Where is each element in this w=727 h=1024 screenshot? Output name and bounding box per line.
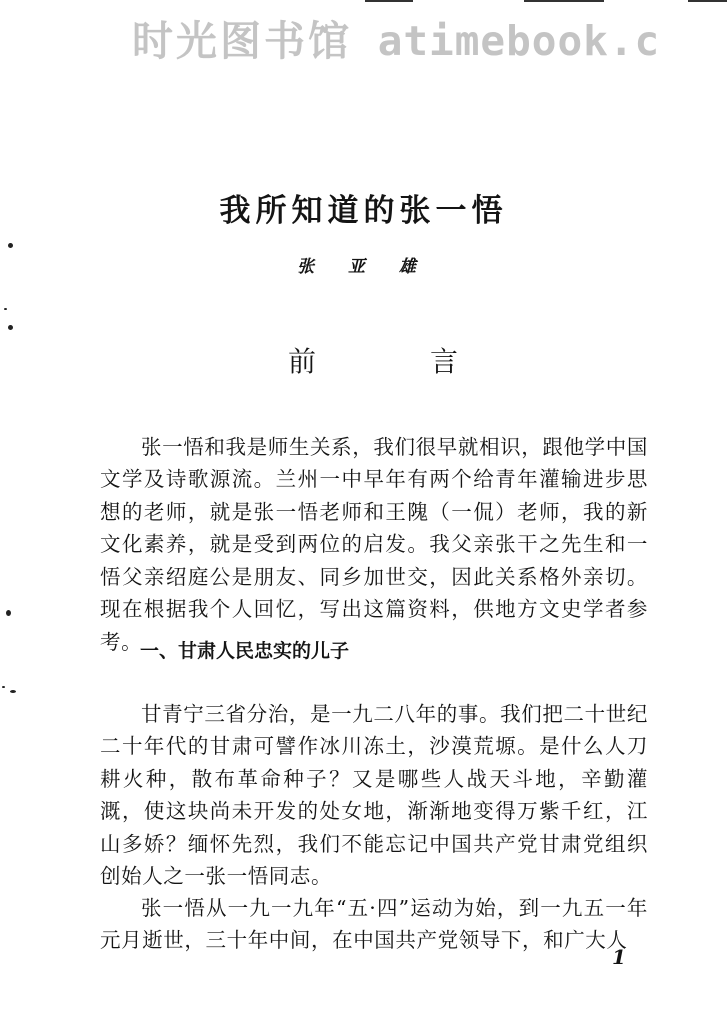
top-edge-mark bbox=[688, 0, 727, 2]
scan-speck bbox=[10, 690, 16, 693]
top-edge-mark bbox=[365, 0, 413, 2]
preface-heading bbox=[288, 340, 458, 380]
body-paragraph: 甘青宁三省分治，是一九二八年的事。我们把二十世纪二十年代的甘肃可譬作冰川冻土，沙漠荒塬。是什么人刀耕火种，散布革命种子？又是哪些人战天斗地，辛勤灌溉，使这块尚未开发的处女地，渐渐地变得万紫千红，江山多娇？缅怀先烈，我们不能忘记中国共产党甘肃党组织创始人之一张一悟同志。 bbox=[100, 701, 648, 888]
scan-speck bbox=[6, 610, 11, 616]
page-number: 1 bbox=[612, 945, 626, 969]
watermark-latin: atimebook.c bbox=[377, 17, 661, 65]
scan-speck bbox=[4, 308, 7, 310]
watermark-chinese: 时光图书馆 bbox=[132, 17, 352, 65]
scan-speck bbox=[2, 686, 5, 688]
preface-paragraph: 张一悟和我是师生关系，我们很早就相识，跟他学中国文学及诗歌源流。兰州一中早年有两个给青年灌输进步思想的老师，就是张一悟老师和王隗（一侃）老师，我的新文化素养，就是受到两位的启发。我父亲张干之先生和一悟父亲绍庭公是朋友、同乡加世交，因此关系格外亲切。现在根据我个人回忆，写出这篇资料，供地方文史学者参考。 bbox=[100, 434, 648, 654]
preface-heading-char: 言 bbox=[429, 345, 458, 378]
section-heading: 一、甘肃人民忠实的儿子 bbox=[140, 640, 350, 662]
top-edge-mark bbox=[524, 0, 604, 2]
scan-speck bbox=[8, 325, 13, 330]
scan-speck bbox=[8, 243, 13, 248]
body-paragraph: 张一悟从一九一九年“五·四”运动为始，到一九五一年元月逝世，三十年中间，在中国共产党领导下，和广大人 bbox=[100, 895, 648, 952]
article-title: 我所知道的张一悟 bbox=[219, 193, 508, 229]
author-name: 张 亚 雄 bbox=[297, 257, 430, 277]
preface-heading-char: 前 bbox=[288, 345, 317, 378]
watermark bbox=[132, 8, 727, 66]
